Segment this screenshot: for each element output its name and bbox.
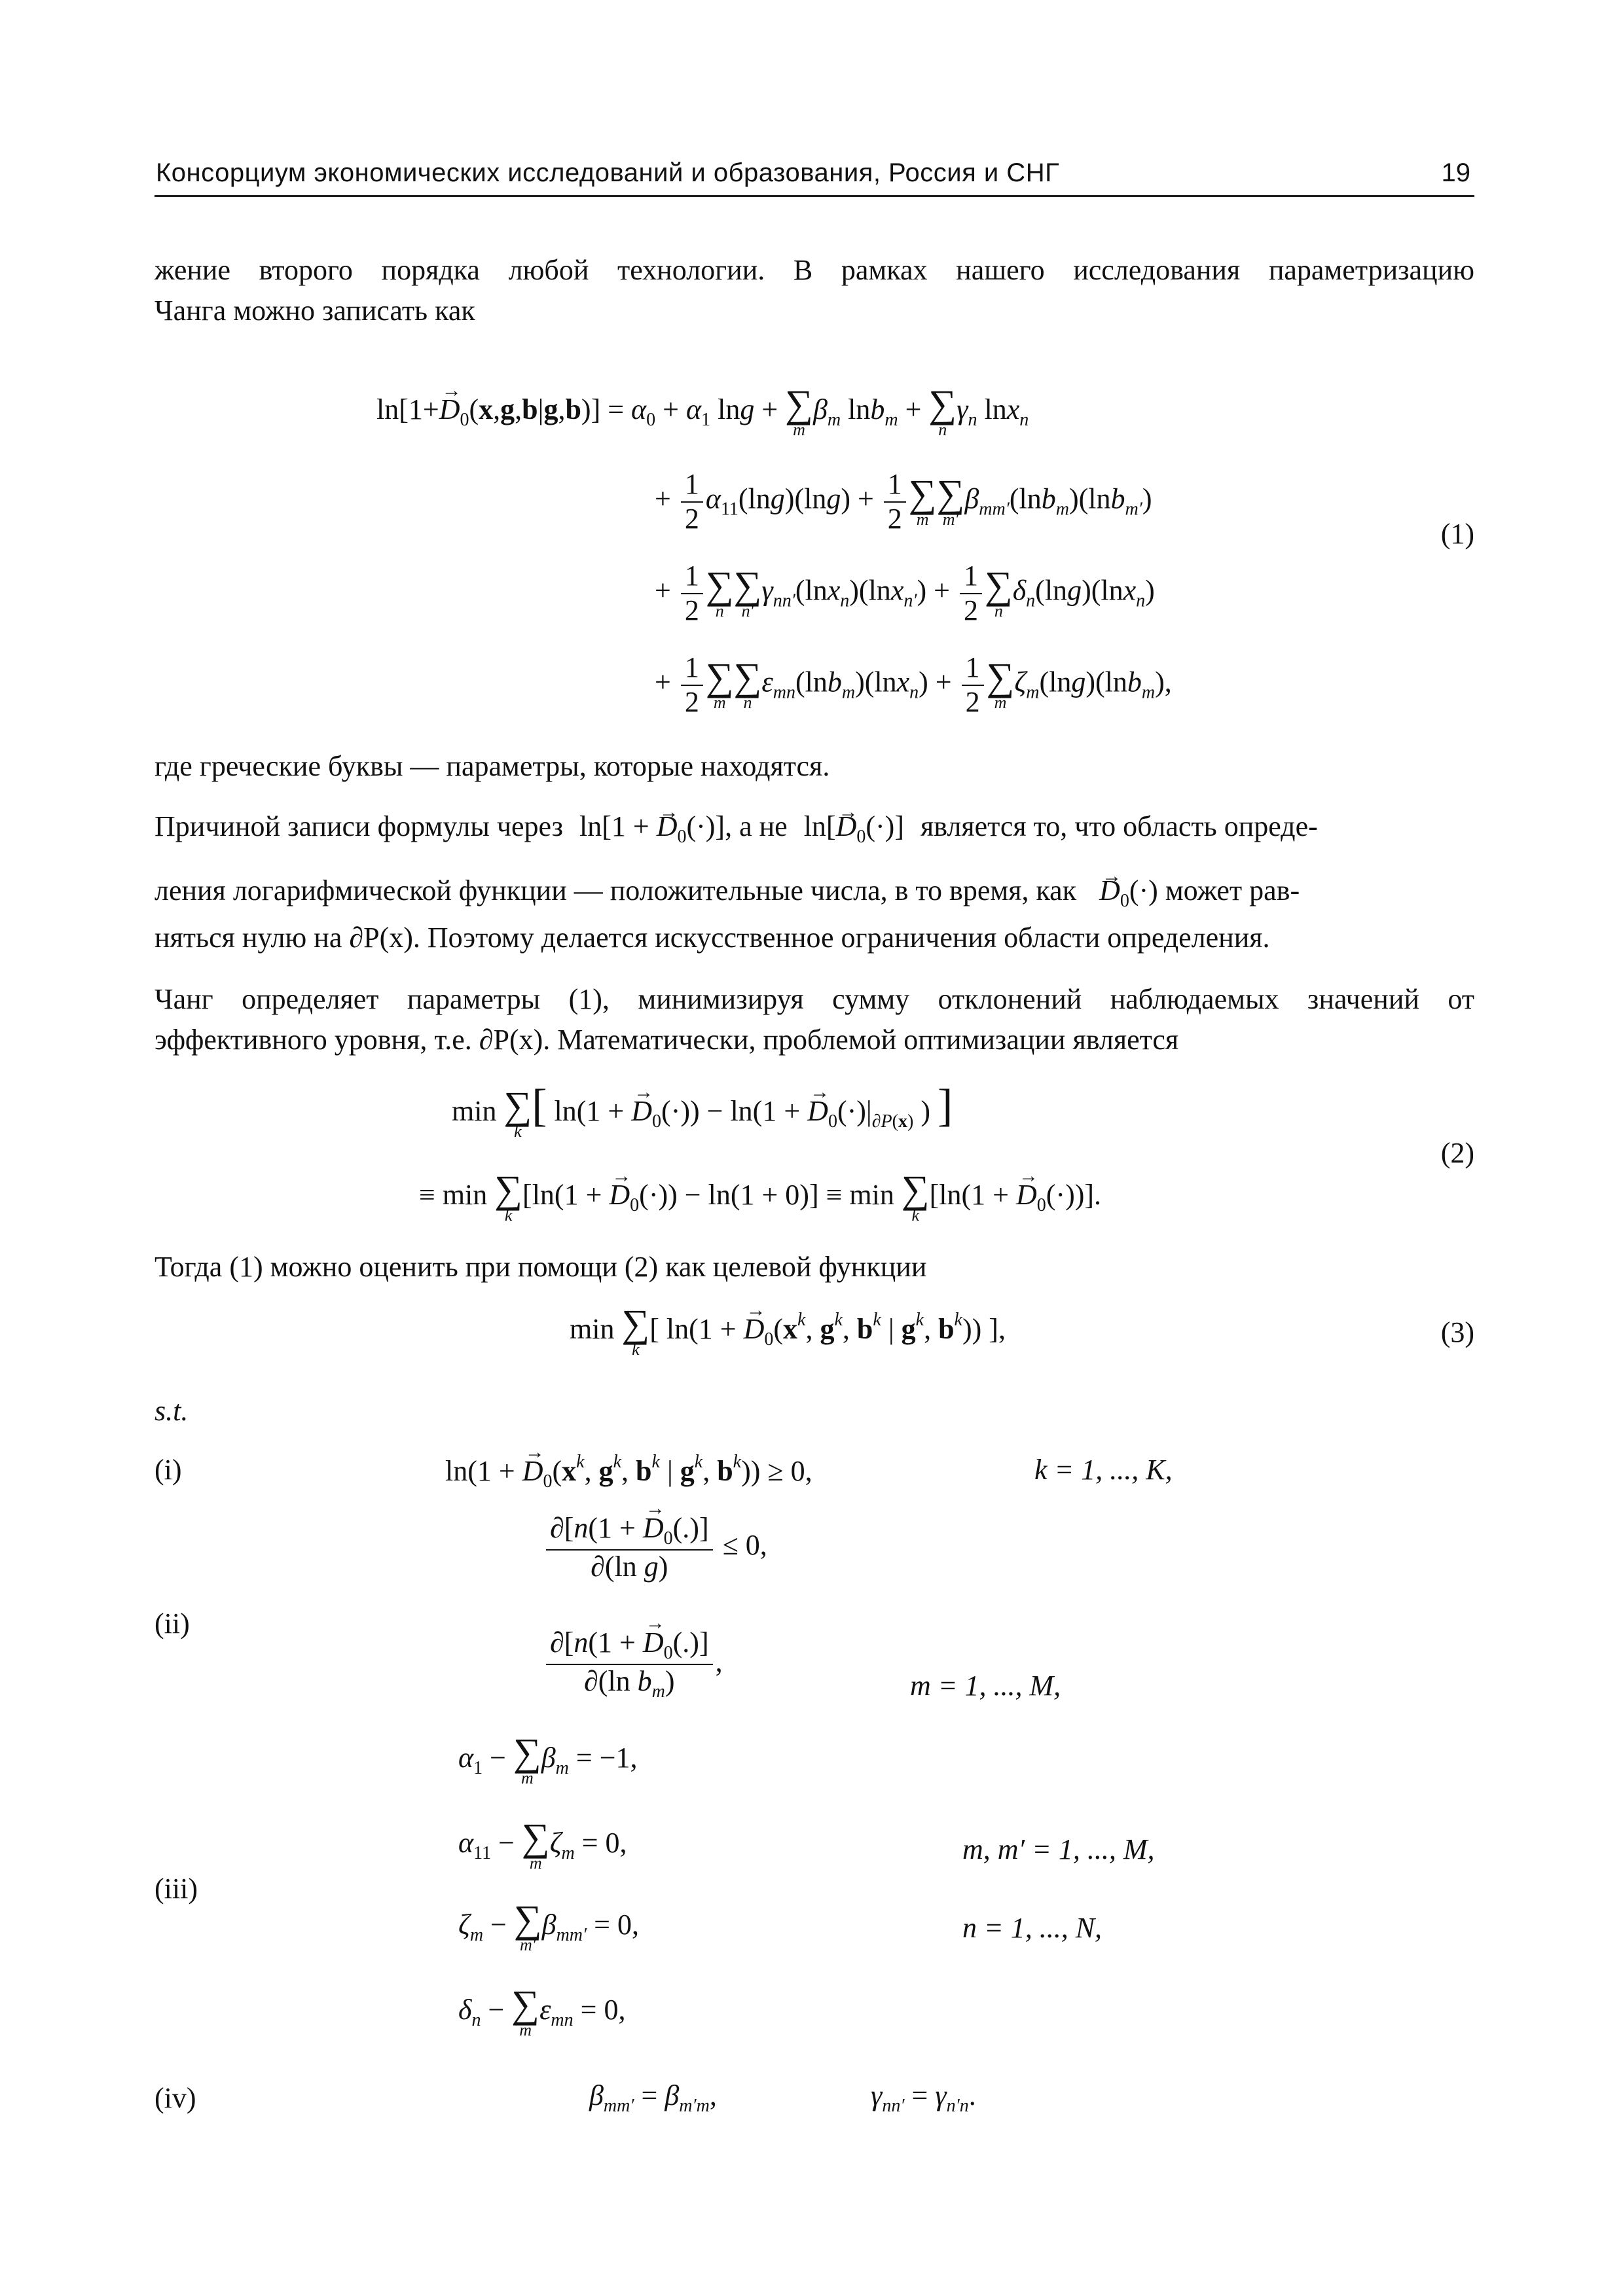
journal-title: Консорциум экономических исследований и образования, Россия и СНГ <box>156 158 1060 187</box>
page-number: 19 <box>1441 158 1470 187</box>
paragraph-line: няться нулю на ∂P(x). Поэтому делается искусственное ограничения области определения. <box>155 922 1270 954</box>
condition-iv-formula-2: $\gamma_{nn'} = \gamma_{n'n}$. <box>871 2079 976 2116</box>
condition-iv-formula-1: $\beta_{mm'} = \beta_{m'm}$, <box>589 2079 717 2116</box>
paragraph-line: Причиной записи формулы через ln[1 + → $D_0(\cdot)$], а не $\ln[\to D_0(\cdot)]$ является то, что область опреде- <box>155 806 1474 857</box>
condition-iii-formula-1: $\alpha_1$ − ∑ m $\beta_m = -1$, <box>458 1731 638 1787</box>
condition-iii-formula-2: $\alpha_{11}$ − ∑ m $\zeta_m = 0$, <box>458 1816 627 1873</box>
condition-label: (i) <box>155 1454 182 1486</box>
paragraph-line: жение второго порядка любой технологии. В рамках нашего исследования параметризацию <box>155 254 1474 286</box>
condition-ii-formula-1: $\frac{\partial[n(1 + \to D_0(.)]}{\text{∂(ln g)}}$ ≤ 0, <box>543 1512 767 1584</box>
equation-1-line-3: + $\frac{1}{2}$ ∑ n ∑ n′ $\gamma_{nn'}(\ln x_n)(\ln x_{n'})$ + $\frac{1}{2}$ ∑ n $\delta_n(\ln g)(\ln x_n)$ <box>655 560 1155 626</box>
subject-to-label: s.t. <box>155 1395 189 1427</box>
condition-iii-formula-4: $\delta_n$ − ∑ m $\varepsilon_{mn} = 0$, <box>458 1982 626 2039</box>
equation-1-line-1: $\ln[1+\to D_0(x,g,b|g,b)] = \alpha_0 + \alpha_1$ lng + ∑ m $\beta_m$ lnb$_m$ + ∑ n $\gamma_n$ lnx$_n$ <box>376 386 1029 439</box>
condition-label: (iii) <box>155 1873 198 1905</box>
condition-range: k = 1, ..., K, <box>1034 1454 1173 1486</box>
paragraph-line: Чанг определяет параметры (1), минимизируя сумму отклонений наблюдаемых значений от <box>155 983 1474 1015</box>
text-fragment: , а не <box>725 810 788 842</box>
paragraph-line: где греческие буквы — параметры, которые находятся. <box>155 750 830 782</box>
condition-range: m = 1, ..., M, <box>910 1670 1061 1702</box>
equation-number: (2) <box>1440 1137 1474 1169</box>
paragraph-line: ления логарифмической функции — положительные числа, в то время, как → $D_0(\cdot)$ может рав- <box>155 870 1474 922</box>
condition-iii-formula-3: $\zeta_m$ − ∑ m′ $\beta_{mm'} = 0$, <box>458 1897 639 1954</box>
condition-ii-formula-2: $\frac{\partial[n(1 + \to D_0(.)]}{\partial(\ln b_m)}$ , <box>543 1626 723 1702</box>
running-header <box>155 154 1474 197</box>
text-fragment: может рав- <box>1165 874 1300 906</box>
condition-range: m, m′ = 1, ..., M, <box>962 1833 1155 1865</box>
paragraph-line: эффективного уровня, т.е. ∂P(x). Математически, проблемой оптимизации является <box>155 1024 1179 1056</box>
text-fragment: Причиной записи формулы через <box>155 810 563 842</box>
paragraph-line: Чанга можно записать как <box>155 295 475 327</box>
condition-range: n = 1, ..., N, <box>962 1912 1103 1944</box>
condition-label: (iv) <box>155 2082 196 2114</box>
equation-number: (3) <box>1440 1316 1474 1348</box>
condition-i-formula: ln(1 + → $D_0(x^k$, $g^k$, $b^k$ | $g^k$, $b^k)) \ge 0$, <box>445 1453 812 1491</box>
equation-2-line-1: min ∑ k [ ln(1 + → $D_0(\cdot)) - \ln(1$ + → $D_0(\cdot)|_{\partial P(x)}$ ) ] <box>452 1083 953 1140</box>
equation-2-line-2: ≡ min ∑ k [ln(1 + → $D_0(\cdot)) - \ln(1 + 0)] \equiv \min$ ∑ k [ln(1 + → $D_0(\cdot)$)]. <box>419 1172 1101 1224</box>
paragraph-line: Тогда (1) можно оценить при помощи (2) как целевой функции <box>155 1251 927 1283</box>
equation-1-line-2: + $\frac{1}{2}$ $\alpha_{11}(\ln g)(\ln g)$ + $\frac{1}{2}$ ∑ m ∑ m′ $\beta_{mm'}(\ln b_m)(\ln b_{m'})$ <box>655 468 1152 535</box>
condition-label: (ii) <box>155 1607 190 1640</box>
text-fragment: ления логарифмической функции — положительные числа, в то время, как <box>155 874 1077 906</box>
equation-3: min ∑ k [ ln(1 + → $D_0(x^k$, $g^k$, $b^k$ | $g^k$, $b^k$)) ], <box>570 1306 1006 1358</box>
text-fragment: является то, что область опреде- <box>920 810 1318 842</box>
equation-number: (1) <box>1440 518 1474 550</box>
equation-1-line-4: + $\frac{1}{2}$ ∑ m ∑ n $\varepsilon_{mn}(\ln b_m)(\ln x_n)$ + $\frac{1}{2}$ ∑ m $\zeta_m(\ln g)(\ln b_m)$, <box>655 651 1172 718</box>
